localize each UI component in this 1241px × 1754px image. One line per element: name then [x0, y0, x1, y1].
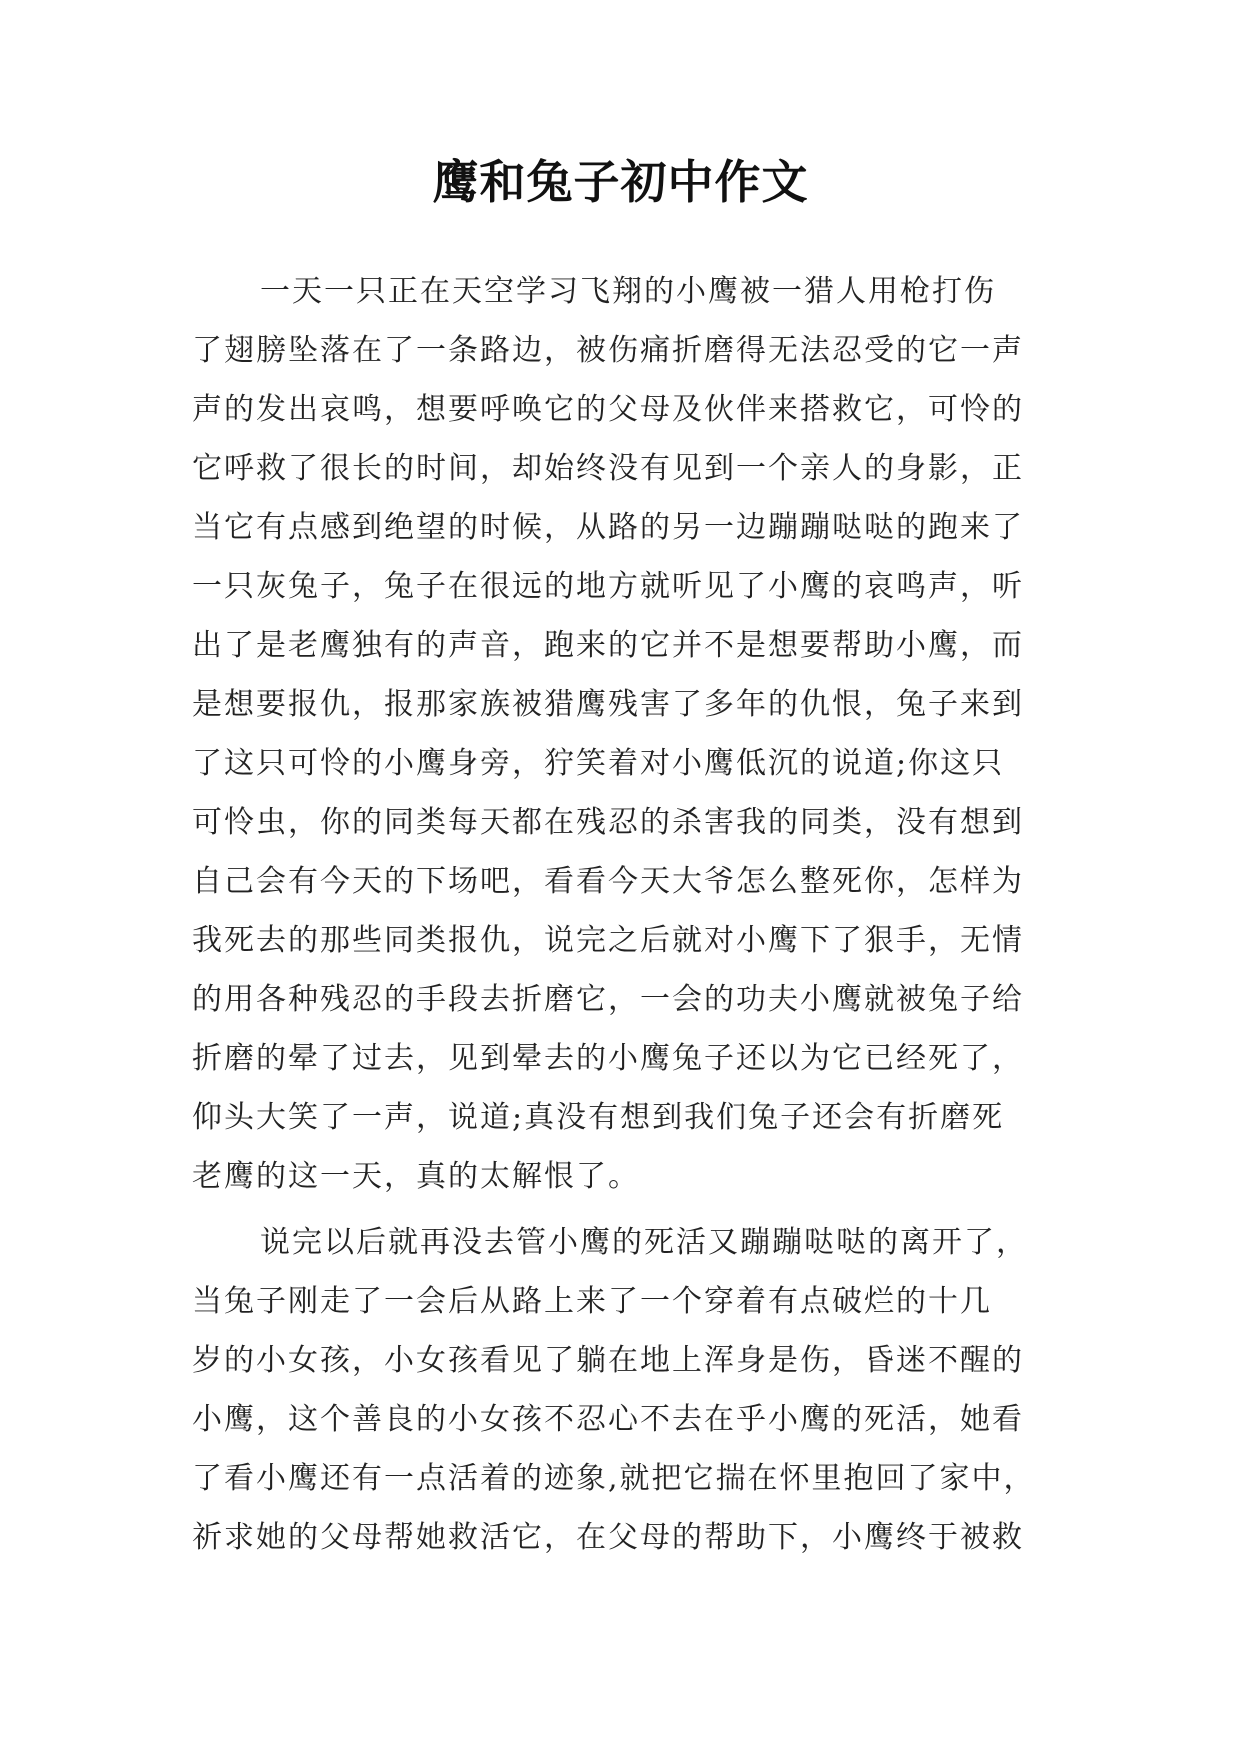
text-line: 祈求她的父母帮她救活它，在父母的帮助下，小鹰终于被救: [192, 1520, 1024, 1555]
text-line: 自己会有今天的下场吧，看看今天大爷怎么整死你，怎样为: [192, 864, 1024, 899]
text-line: 说完以后就再没去管小鹰的死活又蹦蹦哒哒的离开了，: [260, 1225, 1028, 1260]
text-line: 老鹰的这一天，真的太解恨了。: [192, 1159, 640, 1194]
text-line: 岁的小女孩，小女孩看见了躺在地上浑身是伤，昏迷不醒的: [192, 1343, 1024, 1378]
text-line: 了这只可怜的小鹰身旁，狞笑着对小鹰低沉的说道;你这只: [192, 746, 1005, 781]
text-line: 当兔子刚走了一会后从路上来了一个穿着有点破烂的十几: [192, 1284, 992, 1319]
paragraph-1: [192, 262, 1072, 1206]
text-line: 它呼救了很长的时间，却始终没有见到一个亲人的身影，正: [192, 451, 1024, 486]
text-line: 小鹰，这个善良的小女孩不忍心不去在乎小鹰的死活，她看: [192, 1402, 1024, 1437]
text-line: 一只灰兔子，兔子在很远的地方就听见了小鹰的哀鸣声，听: [192, 569, 1024, 604]
text-line: 折磨的晕了过去，见到晕去的小鹰兔子还以为它已经死了，: [192, 1041, 1024, 1076]
text-line: 一天一只正在天空学习飞翔的小鹰被一猎人用枪打伤: [260, 274, 996, 309]
text-line: 了翅膀坠落在了一条路边，被伤痛折磨得无法忍受的它一声: [192, 333, 1024, 368]
text-line: 是想要报仇，报那家族被猎鹰残害了多年的仇恨，兔子来到: [192, 687, 1024, 722]
text-line: 的用各种残忍的手段去折磨它，一会的功夫小鹰就被兔子给: [192, 982, 1024, 1017]
text-line: 了看小鹰还有一点活着的迹象,就把它揣在怀里抱回了家中，: [192, 1461, 1036, 1496]
text-line: 出了是老鹰独有的声音，跑来的它并不是想要帮助小鹰，而: [192, 628, 1024, 663]
text-line: 声的发出哀鸣，想要呼唤它的父母及伙伴来搭救它，可怜的: [192, 392, 1024, 427]
text-line: 可怜虫，你的同类每天都在残忍的杀害我的同类，没有想到: [192, 805, 1024, 840]
paragraph-2: [192, 1213, 1072, 1567]
text-line: 我死去的那些同类报仇，说完之后就对小鹰下了狠手，无情: [192, 923, 1024, 958]
text-line: 仰头大笑了一声，说道;真没有想到我们兔子还会有折磨死: [192, 1100, 1005, 1135]
text-line: 当它有点感到绝望的时候，从路的另一边蹦蹦哒哒的跑来了: [192, 510, 1024, 545]
document-title: 鹰和兔子初中作文: [432, 155, 809, 209]
document-body: [192, 262, 1072, 1567]
